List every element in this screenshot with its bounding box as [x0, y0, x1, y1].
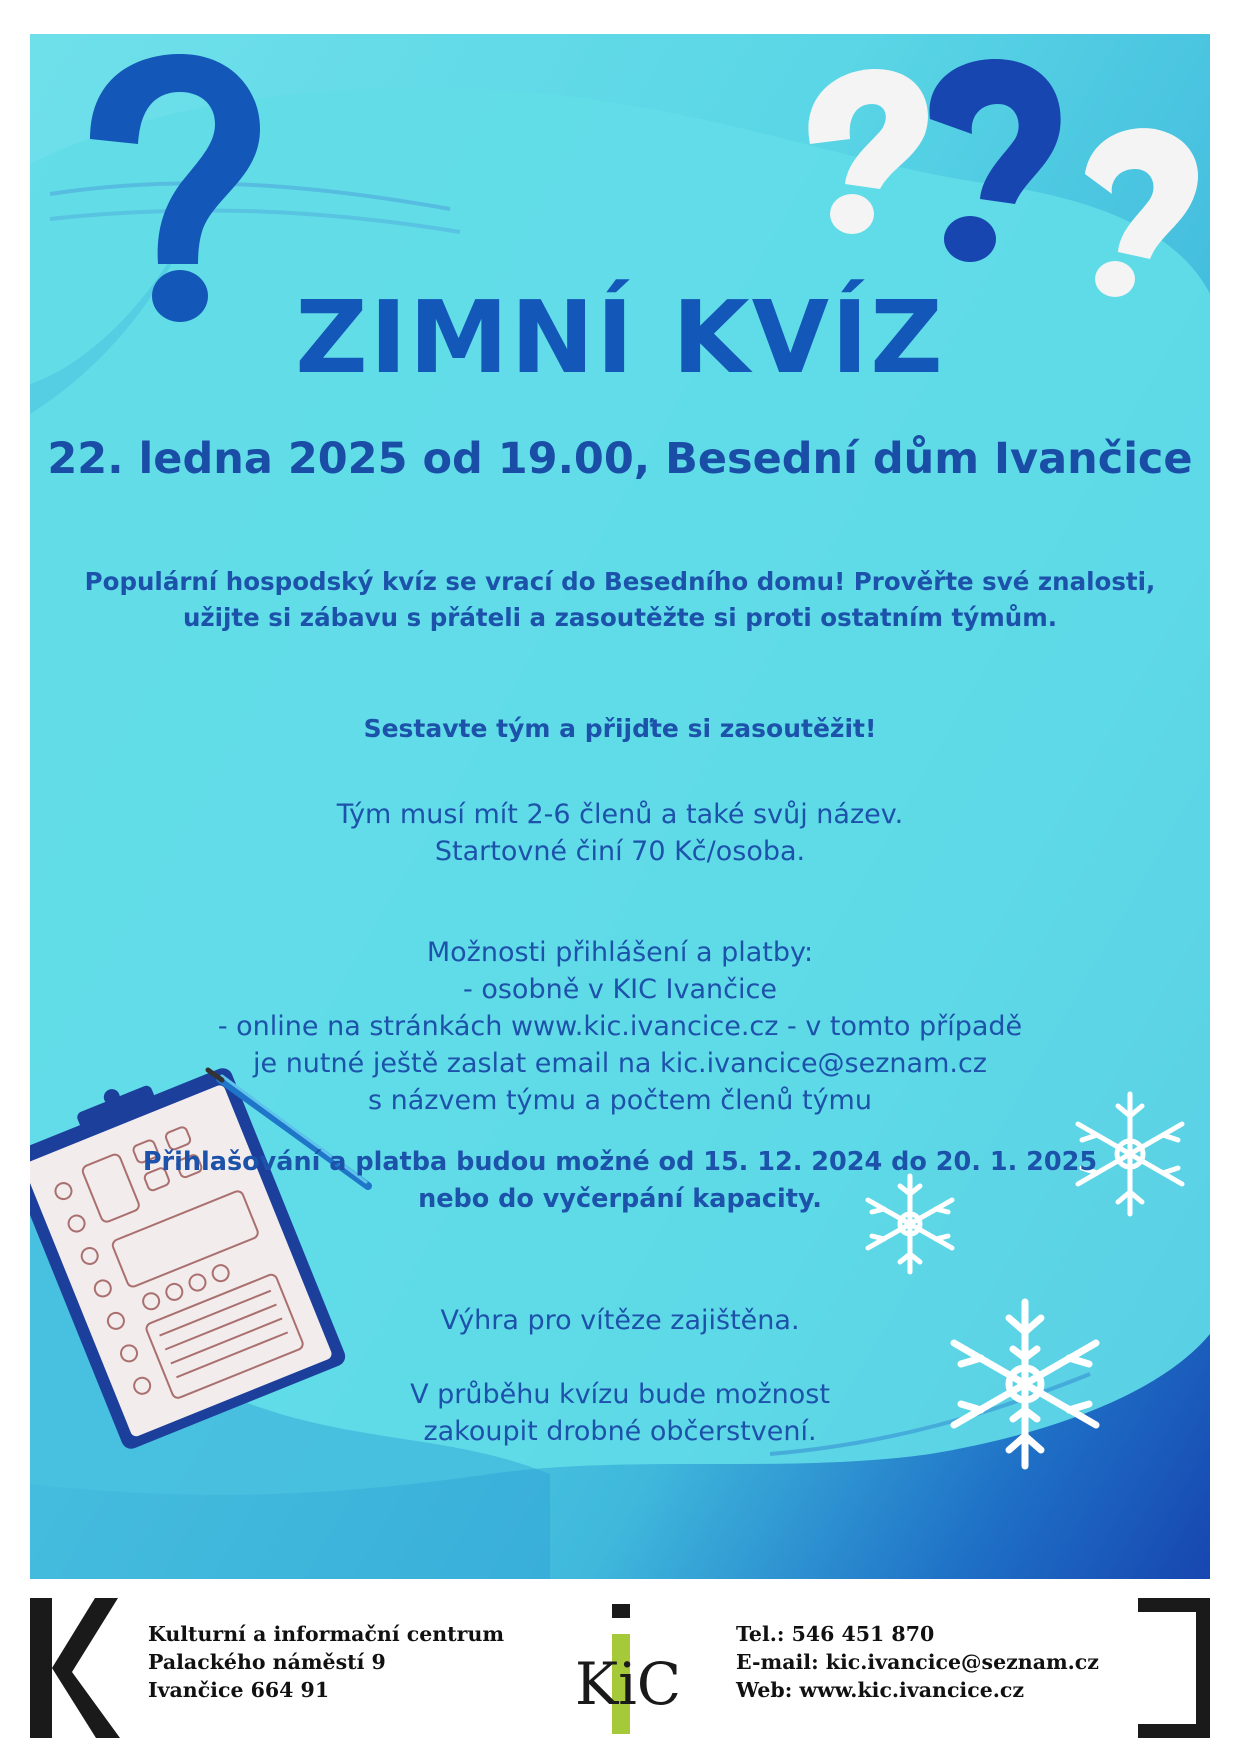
poster-title: ZIMNÍ KVÍZ — [295, 279, 945, 396]
registration-deadline — [30, 1144, 1210, 1218]
team-rule-line: Startovné činí 70 Kč/osoba. — [434, 836, 806, 867]
address-line: Ivančice 664 91 — [148, 1678, 330, 1702]
option-line: - osobně v KIC Ivančice — [463, 974, 777, 1005]
web-line: Web: www.kic.ivancice.cz — [736, 1678, 1025, 1702]
close-bracket-icon — [1138, 1598, 1210, 1738]
snack-line: zakoupit drobné občerstvení. — [423, 1416, 817, 1447]
intro-line: užijte si zábavu s přáteli a zasoutěžte si proti ostatním týmům. — [182, 603, 1058, 632]
intro-text — [30, 564, 1210, 636]
team-rule-line: Tým musí mít 2-6 členů a také svůj název. — [336, 799, 904, 830]
kic-logo — [568, 1604, 688, 1734]
poster — [30, 34, 1210, 1579]
event-date-place: 22. ledna 2025 od 19.00, Besední dům Ivančice — [47, 434, 1193, 484]
footer — [0, 1580, 1240, 1754]
deadline-line: Přihlašování a platba budou možné od 15. 12. 2024 do 20. 1. 2025 — [142, 1147, 1098, 1177]
team-rules — [30, 796, 1210, 870]
address-block — [148, 1620, 504, 1704]
prize-note: Výhra pro vítěze zajištěna. — [440, 1305, 800, 1336]
refreshment-note — [30, 1376, 1210, 1450]
address-line: Kulturní a informační centrum — [148, 1622, 505, 1646]
address-line: Palackého náměstí 9 — [148, 1650, 386, 1674]
intro-line: Populární hospodský kvíz se vrací do Besedního domu! Prověřte své znalosti, — [84, 567, 1156, 596]
snack-line: V průběhu kvízu bude možnost — [410, 1379, 830, 1410]
option-line: s názvem týmu a počtem členů týmu — [368, 1085, 872, 1116]
k-bracket-icon — [30, 1598, 120, 1738]
option-line: Možnosti přihlášení a platby: — [426, 937, 814, 968]
deadline-line: nebo do vyčerpání kapacity. — [418, 1184, 822, 1214]
option-line: - online na stránkách www.kic.ivancice.cz - v tomto případě — [217, 1011, 1023, 1042]
option-line: je nutné ještě zaslat email na kic.ivancice@seznam.cz — [253, 1048, 987, 1079]
contact-block — [736, 1620, 1099, 1704]
logo-text: KiC — [574, 1650, 682, 1718]
email-line: E-mail: kic.ivancice@seznam.cz — [736, 1650, 1099, 1674]
registration-options — [30, 934, 1210, 1119]
call-to-action: Sestavte tým a přijďte si zasoutěžit! — [363, 714, 877, 743]
phone-line: Tel.: 546 451 870 — [736, 1622, 935, 1646]
